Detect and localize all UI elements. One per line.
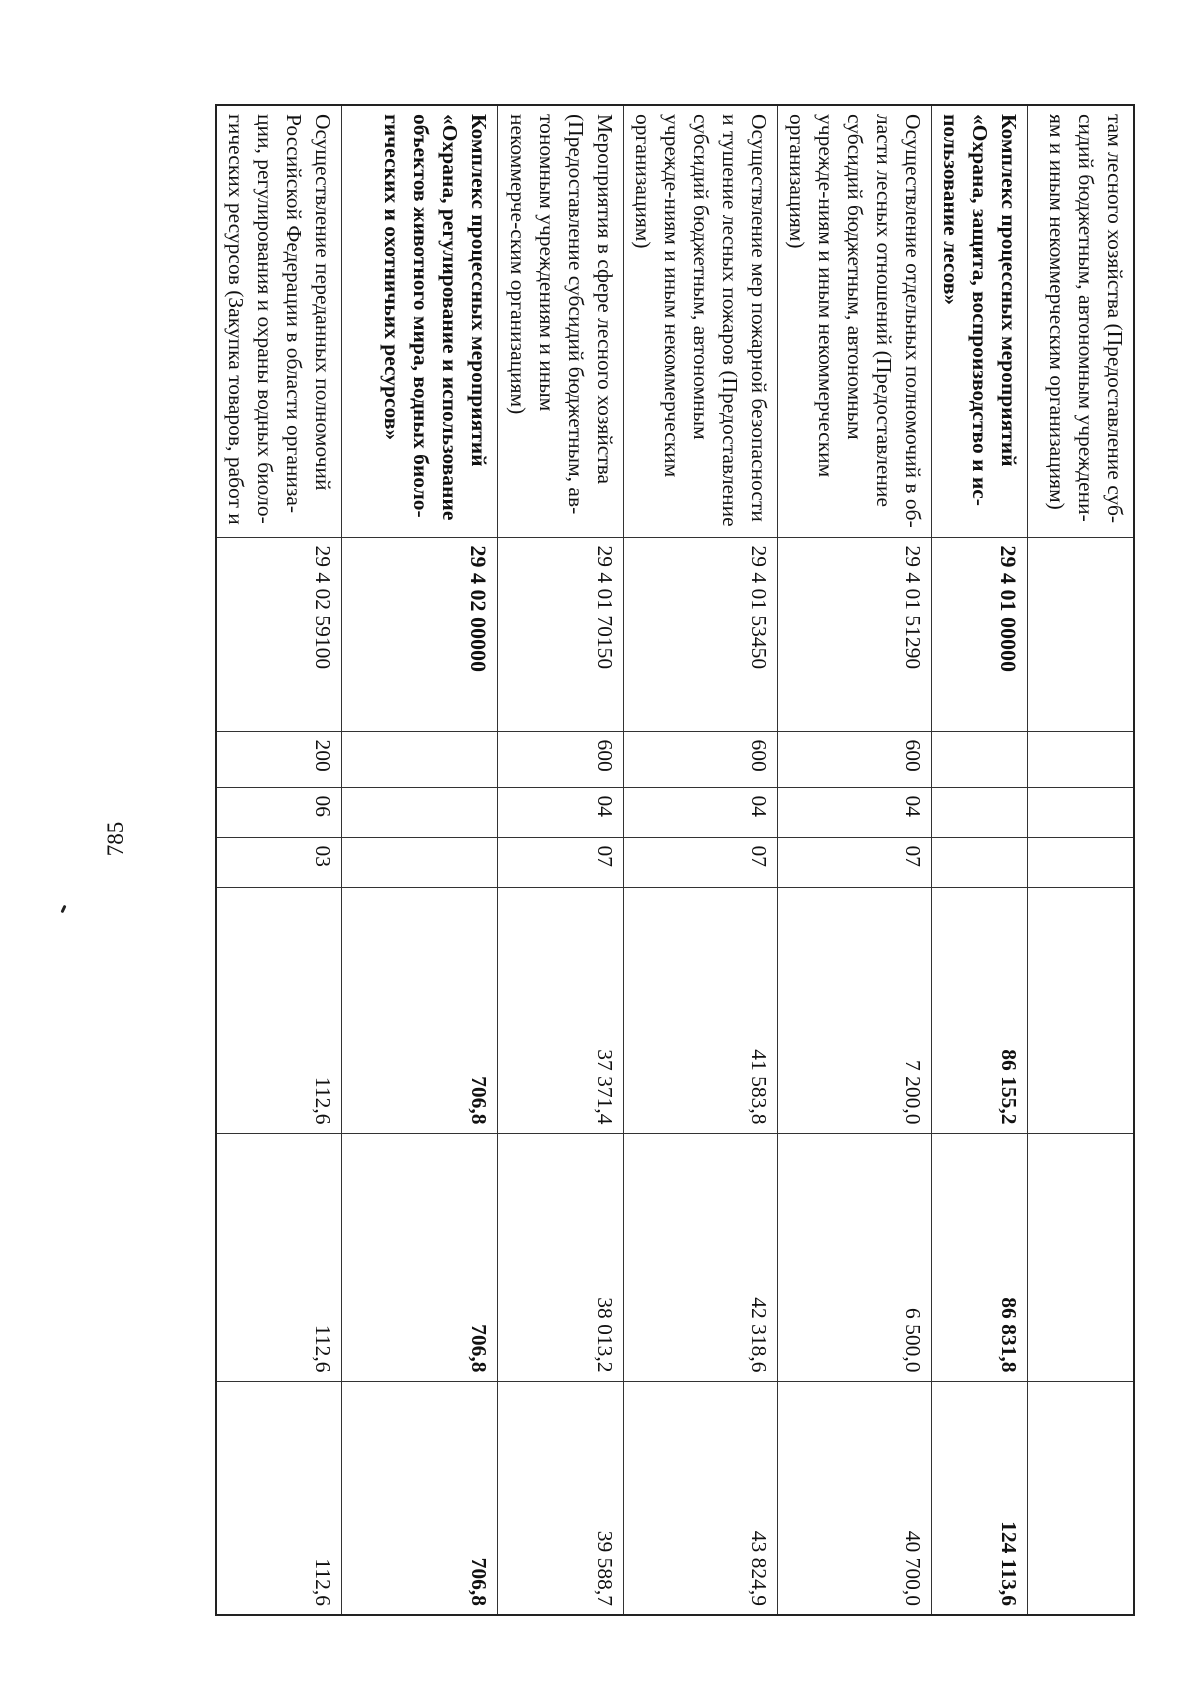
amount-year-1: 706,8 <box>342 887 498 1133</box>
amount-year-3: 40 700,0 <box>778 1381 932 1615</box>
target-code <box>1028 537 1134 731</box>
expense-type-code: 600 <box>498 731 624 787</box>
amount-year-1: 37 371,4 <box>498 887 624 1133</box>
row-description: там лесного хозяйства (Предоставление суб-сидий бюджетным, автономным учреждени-ям и иным некоммерческим организациям) <box>1028 105 1134 537</box>
amount-year-2: 38 013,2 <box>498 1133 624 1381</box>
target-code: 29 4 02 00000 <box>342 537 498 731</box>
section-code: 04 <box>624 787 778 837</box>
row-description: Осуществление переданных полномочий Российской Федерации в области организа-ции, регулирования и охраны водных биоло-гических ресурсов (Закупка товаров, работ и <box>217 105 343 537</box>
amount-year-2 <box>1028 1133 1134 1381</box>
subsection-code: 07 <box>624 837 778 887</box>
subsection-code <box>1028 837 1134 887</box>
target-code: 29 4 01 51290 <box>778 537 932 731</box>
amount-year-3 <box>1028 1381 1134 1615</box>
table-row <box>217 105 343 1615</box>
amount-year-3: 112,6 <box>217 1381 343 1615</box>
row-description: Осуществление отдельных полномочий в об-ласти лесных отношений (Предоставление субсидий бюджетным, автономным учрежде-ниям и иным некоммерческим организациям) <box>778 105 932 537</box>
amount-year-1: 112,6 <box>217 887 343 1133</box>
target-code: 29 4 01 53450 <box>624 537 778 731</box>
subsection-code: 07 <box>778 837 932 887</box>
section-code <box>1028 787 1134 837</box>
budget-table <box>216 104 1136 1616</box>
amount-year-1: 7 200,0 <box>778 887 932 1133</box>
subsection-code: 03 <box>217 837 343 887</box>
amount-year-3: 706,8 <box>342 1381 498 1615</box>
target-code: 29 4 01 00000 <box>932 537 1028 731</box>
amount-year-1: 41 583,8 <box>624 887 778 1133</box>
amount-year-2: 86 831,8 <box>932 1133 1028 1381</box>
amount-year-2: 42 318,6 <box>624 1133 778 1381</box>
expense-type-code <box>1028 731 1134 787</box>
amount-year-3: 39 588,7 <box>498 1381 624 1615</box>
amount-year-2: 112,6 <box>217 1133 343 1381</box>
target-code: 29 4 02 59100 <box>217 537 343 731</box>
expense-type-code <box>932 731 1028 787</box>
page-number: 785 <box>103 821 128 857</box>
row-description: Мероприятия в сфере лесного хозяйства (Предоставление субсидий бюджетным, ав-тономным учреждениям и иным некоммерче-ским организациям) <box>498 105 624 537</box>
amount-year-2: 706,8 <box>342 1133 498 1381</box>
section-code: 04 <box>498 787 624 837</box>
section-code: 04 <box>778 787 932 837</box>
row-description: Комплекс процессных мероприятий «Охрана, регулирование и использование объектов животного мира, водных биоло-гических и охотничьих ресурсов» <box>342 105 498 537</box>
expense-type-code: 600 <box>624 731 778 787</box>
table-row <box>342 105 498 1615</box>
amount-year-3: 124 113,6 <box>932 1381 1028 1615</box>
subsection-code <box>932 837 1028 887</box>
table-row <box>624 105 778 1615</box>
target-code: 29 4 01 70150 <box>498 537 624 731</box>
expense-type-code: 600 <box>778 731 932 787</box>
row-description: Комплекс процессных мероприятий «Охрана, защита, воспроизводство и ис-пользование лесов» <box>932 105 1028 537</box>
table-row <box>498 105 624 1615</box>
expense-type-code <box>342 731 498 787</box>
amount-year-3: 43 824,9 <box>624 1381 778 1615</box>
section-code: 06 <box>217 787 343 837</box>
amount-year-1 <box>1028 887 1134 1133</box>
table-row <box>1028 105 1134 1615</box>
budget-table-body <box>217 105 1135 1615</box>
amount-year-1: 86 155,2 <box>932 887 1028 1133</box>
table-row <box>932 105 1028 1615</box>
table-row <box>778 105 932 1615</box>
subsection-code: 07 <box>498 837 624 887</box>
scan-speck <box>60 905 66 914</box>
section-code <box>342 787 498 837</box>
section-code <box>932 787 1028 837</box>
expense-type-code: 200 <box>217 731 343 787</box>
row-description: Осуществление мер пожарной безопасности и тушение лесных пожаров (Предоставление субсидий бюджетным, автономным учрежде-ниям и иным некоммерческим организациям) <box>624 105 778 537</box>
budget-table-rotated <box>205 104 1135 1614</box>
amount-year-2: 6 500,0 <box>778 1133 932 1381</box>
subsection-code <box>342 837 498 887</box>
